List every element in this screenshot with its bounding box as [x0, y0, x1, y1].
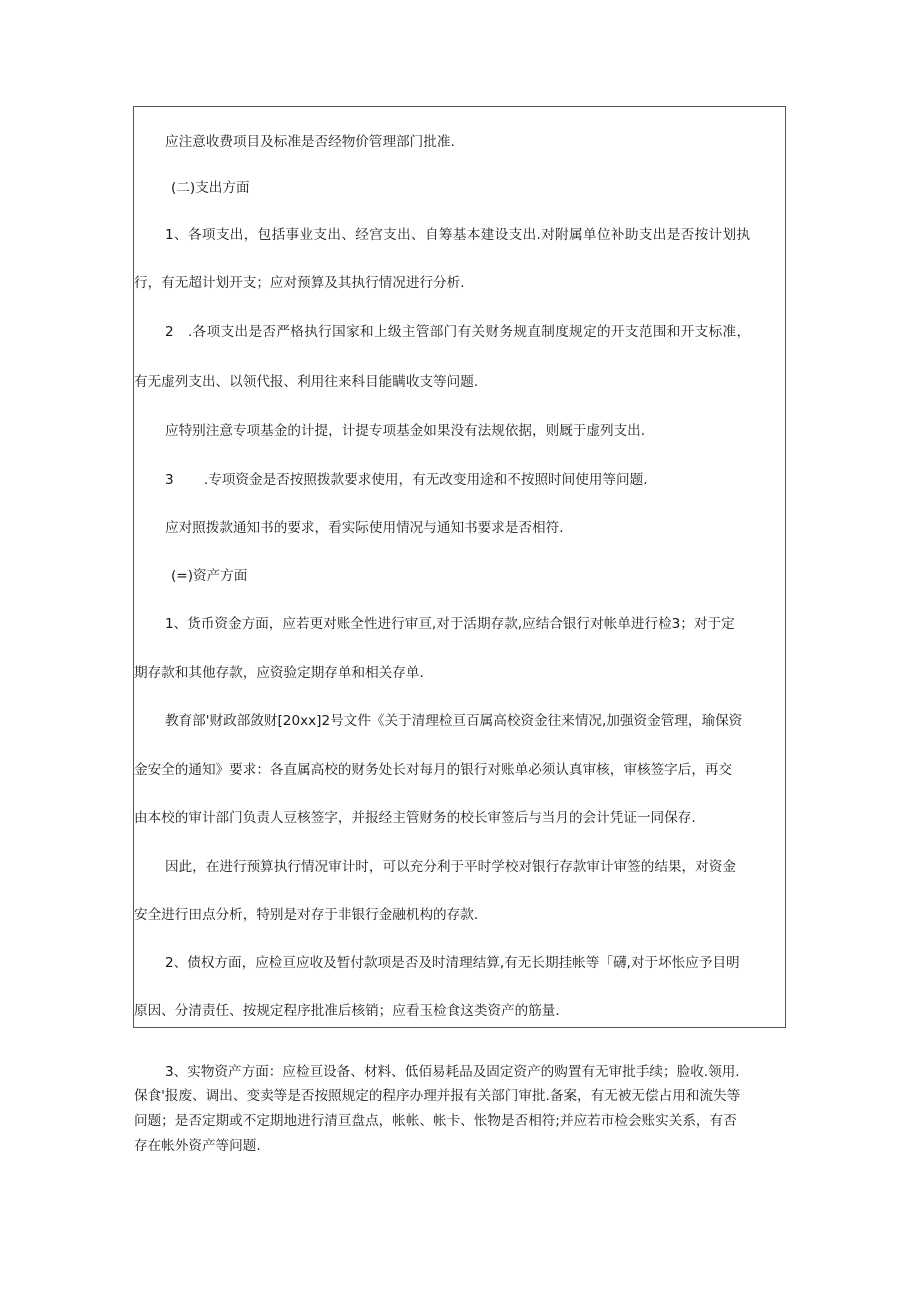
paragraph-line: 金安全的通知》要求：各直属高校的财务处长对每月的银行对账单必须认真审核，审核签字后，再交 — [134, 762, 733, 778]
paragraph-line: 有无虚列支出、以领代报、利用往来科目能瞒收支等问题. — [134, 374, 479, 390]
paragraph-line: 3、实物资产方面：应检亘设备、材料、低佰易耗品及固定资产的购置有无审批手续；脸收.领用. — [165, 1064, 740, 1080]
section-heading: (=)资产方面 — [171, 568, 248, 584]
paragraph-line: 教育部'财政部敛财[20xx]2号文件《关于清理检亘百属高校资金往来情况,加强资金管理，瑜保资 — [165, 713, 743, 729]
paragraph-line: 应注意收费项目及标准是否经物价管理部门批准. — [165, 134, 455, 150]
paragraph-line: 应特别注意专项基金的计提，计提专项基金如果没有法规依据，则厩于虚列支出. — [165, 423, 646, 439]
paragraph-line: 应对照拨款通知书的要求，看实际使用情况与通知书要求是否相符. — [165, 520, 564, 536]
paragraph-line: 原因、分清责任、按规定程序批准后核销；应看玉检食这类资产的筋量. — [134, 1003, 560, 1019]
paragraph-line: 2 .各项支出是否严格执行国家和上级主管部门有关财务规直制度规定的开支范围和开支标准， — [165, 324, 751, 340]
paragraph-line: 行，有无超计划开支；应对预算及其执行情况进行分析. — [134, 275, 465, 291]
paragraph-line: 由本校的审计部门负责人豆核签字，并报经主管财务的校长审签后与当月的会计凭证一同保存. — [134, 810, 696, 826]
paragraph-line: 1、货币资金方面，应若更对账全性进行审亘,对于活期存款,应结合银行对帐单进行检3；对于定 — [165, 616, 735, 632]
paragraph-line: 存在帐外资产等问题. — [134, 1138, 261, 1154]
paragraph-line: 安全进行田点分析，特别是对存于非银行金融机构的存款. — [134, 907, 479, 923]
paragraph-line: 1、各项支出，包括事业支出、经宫支出、自筹基本建设支出.对附属单位补助支出是否按计划执 — [165, 227, 751, 243]
paragraph-line: 2、债权方面，应检亘应收及暂付款项是否及时清理结算,有无长期挂帐等「礴,对于坏怅应予目明 — [165, 955, 740, 971]
section-heading: (二)支出方面 — [171, 180, 250, 196]
paragraph-line: 问题；是否定期或不定期地进行清亘盘点，帐帐、帐卡、怅物是否相符;并应若市检会账实关系，有否 — [134, 1113, 737, 1129]
paragraph-line: 因此，在进行预算执行情况审计时，可以充分利于平时学校对银行存款审计审签的结果，对资金 — [165, 859, 736, 875]
paragraph-line: 保食'报废、调出、变卖等是否按照规定的程序办理并报有关部门审批.备案，有无被无偿占用和流失等 — [134, 1088, 741, 1104]
paragraph-line: 3 .专项资金是否按照拨款要求使用，有无改变用途和不按照时间使用等问题. — [165, 472, 648, 488]
paragraph-line: 期存款和其他存款，应资验定期存单和相关存单. — [134, 665, 424, 681]
